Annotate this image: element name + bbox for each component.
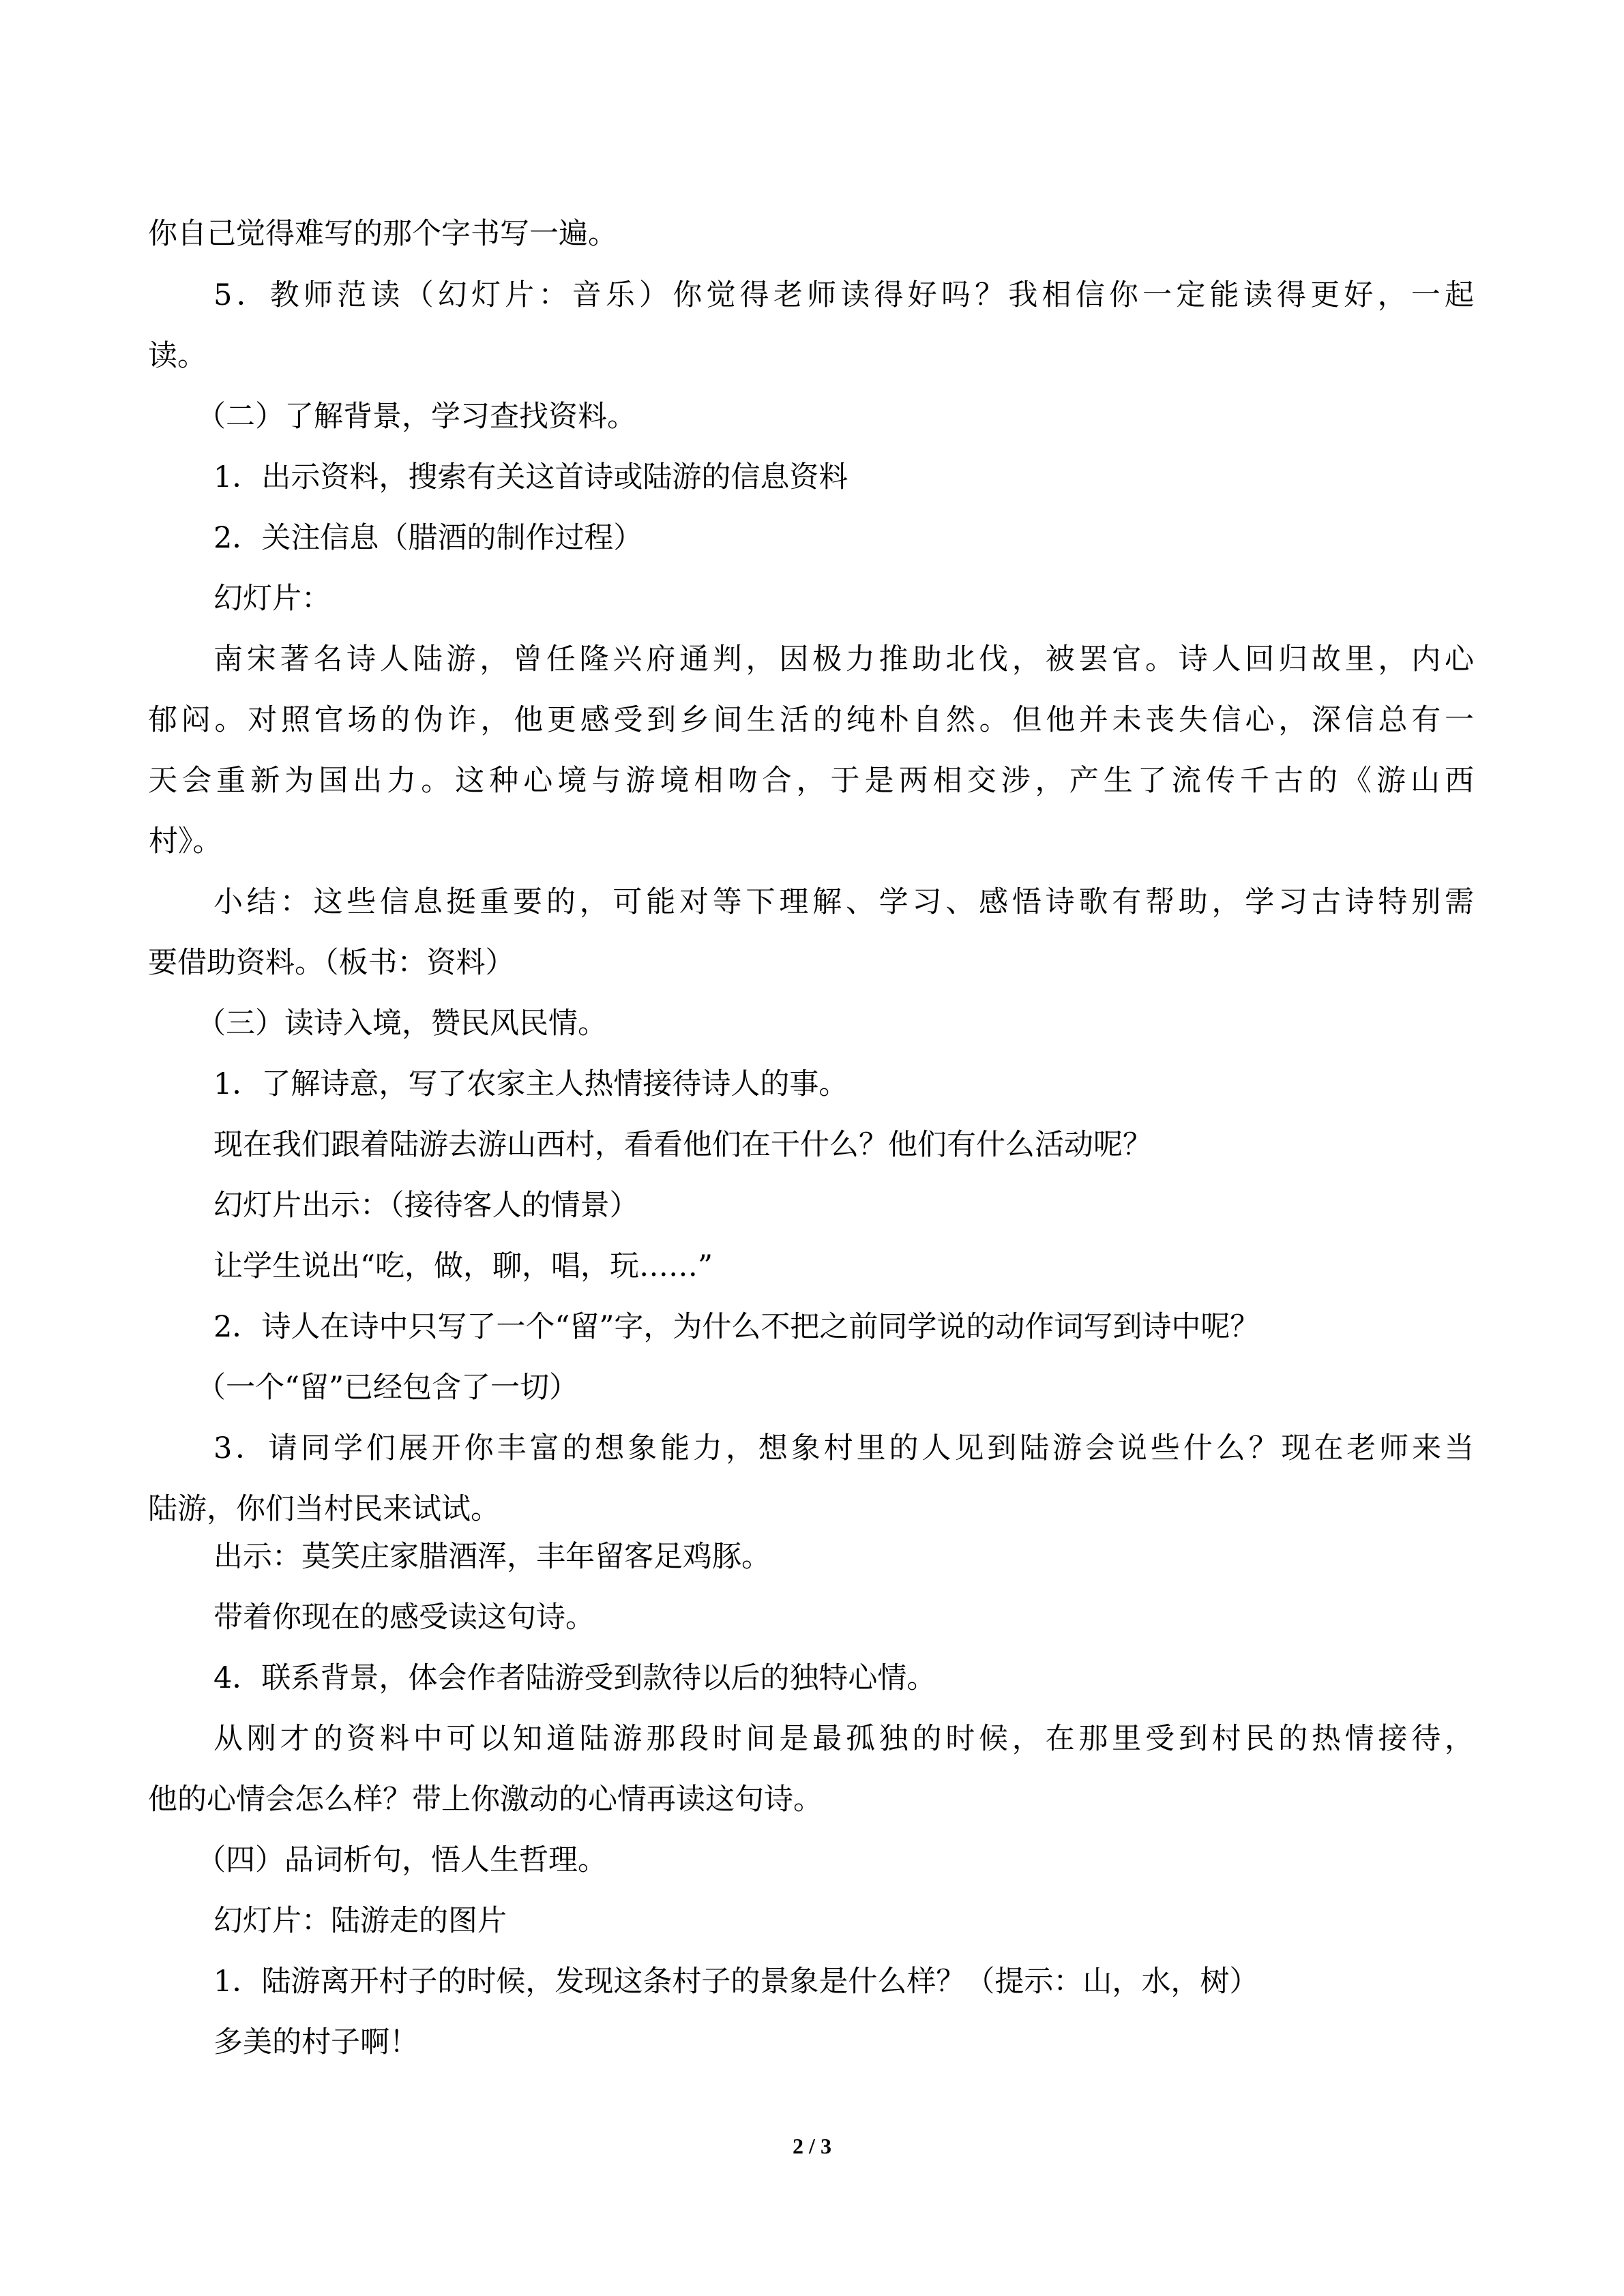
text-line: 陆游，你们当村民来试试。 — [148, 1492, 500, 1526]
text-line: 天会重新为国出力。这种心境与游境相吻合，于是两相交涉，产生了流传千古的《游山西 — [148, 764, 1474, 798]
text-line: 2．关注信息（腊酒的制作过程） — [213, 521, 643, 555]
text-line: 村》。 — [149, 824, 222, 859]
text-line: 你自己觉得难写的那个字书写一遍。 — [148, 217, 617, 251]
text-line: 幻灯片：陆游走的图片 — [213, 1904, 507, 1938]
text-line: 1．了解诗意，写了农家主人热情接待诗人的事。 — [213, 1067, 848, 1101]
page-number: 2 / 3 — [793, 2134, 831, 2158]
text-line: （一个“留”已经包含了一切） — [196, 1371, 578, 1405]
text-line: 他的心情会怎么样？带上你激动的心情再读这句诗。 — [148, 1783, 823, 1817]
text-line: 多美的村子啊！ — [213, 2025, 419, 2059]
text-line: 3．请同学们展开你丰富的想象能力，想象村里的人见到陆游会说些什么？现在老师来当 — [213, 1431, 1474, 1465]
text-line: 现在我们跟着陆游去游山西村，看看他们在干什么？他们有什么活动呢？ — [213, 1128, 1152, 1162]
text-line: 读。 — [148, 339, 207, 373]
text-line: 1．陆游离开村子的时候，发现这条村子的景象是什么样？（提示：山，水，树） — [213, 1965, 1259, 1999]
text-line: 1．出示资料，搜索有关这首诗或陆游的信息资料 — [213, 460, 848, 494]
section-heading: （三）读诗入境，赞民风民情。 — [196, 1007, 607, 1041]
text-line: 要借助资料。（板书：资料） — [148, 946, 515, 980]
text-line: 2．诗人在诗中只写了一个“留”字，为什么不把之前同学说的动作词写到诗中呢？ — [213, 1310, 1260, 1344]
section-heading: （四）品词析句，悟人生哲理。 — [196, 1843, 607, 1877]
text-line: 郁闷。对照官场的伪诈，他更感受到乡间生活的纯朴自然。但他并未丧失信心，深信总有一 — [148, 703, 1474, 737]
text-line: 带着你现在的感受读这句诗。 — [213, 1600, 595, 1635]
text-line: 幻灯片出示：（接待客人的情景） — [213, 1189, 639, 1223]
text-line: 从刚才的资料中可以知道陆游那段时间是最孤独的时候，在那里受到村民的热情接待， — [213, 1722, 1474, 1756]
section-heading: （二）了解背景，学习查找资料。 — [196, 400, 636, 434]
text-line: 幻灯片： — [213, 582, 331, 616]
text-line: 5．教师范读（幻灯片：音乐）你觉得老师读得好吗？我相信你一定能读得更好，一起 — [213, 278, 1474, 312]
text-line: 4．联系背景，体会作者陆游受到款待以后的独特心情。 — [213, 1661, 936, 1695]
text-line: 南宋著名诗人陆游，曾任隆兴府通判，因极力推助北伐，被罢官。诗人回归故里，内心 — [213, 642, 1474, 676]
text-line: 让学生说出“吃，做，聊，唱，玩……” — [213, 1249, 713, 1283]
text-line: 小结：这些信息挺重要的，可能对等下理解、学习、感悟诗歌有帮助，学习古诗特别需 — [213, 885, 1474, 919]
text-line: 出示：莫笑庄家腊酒浑，丰年留客足鸡豚。 — [213, 1540, 771, 1574]
